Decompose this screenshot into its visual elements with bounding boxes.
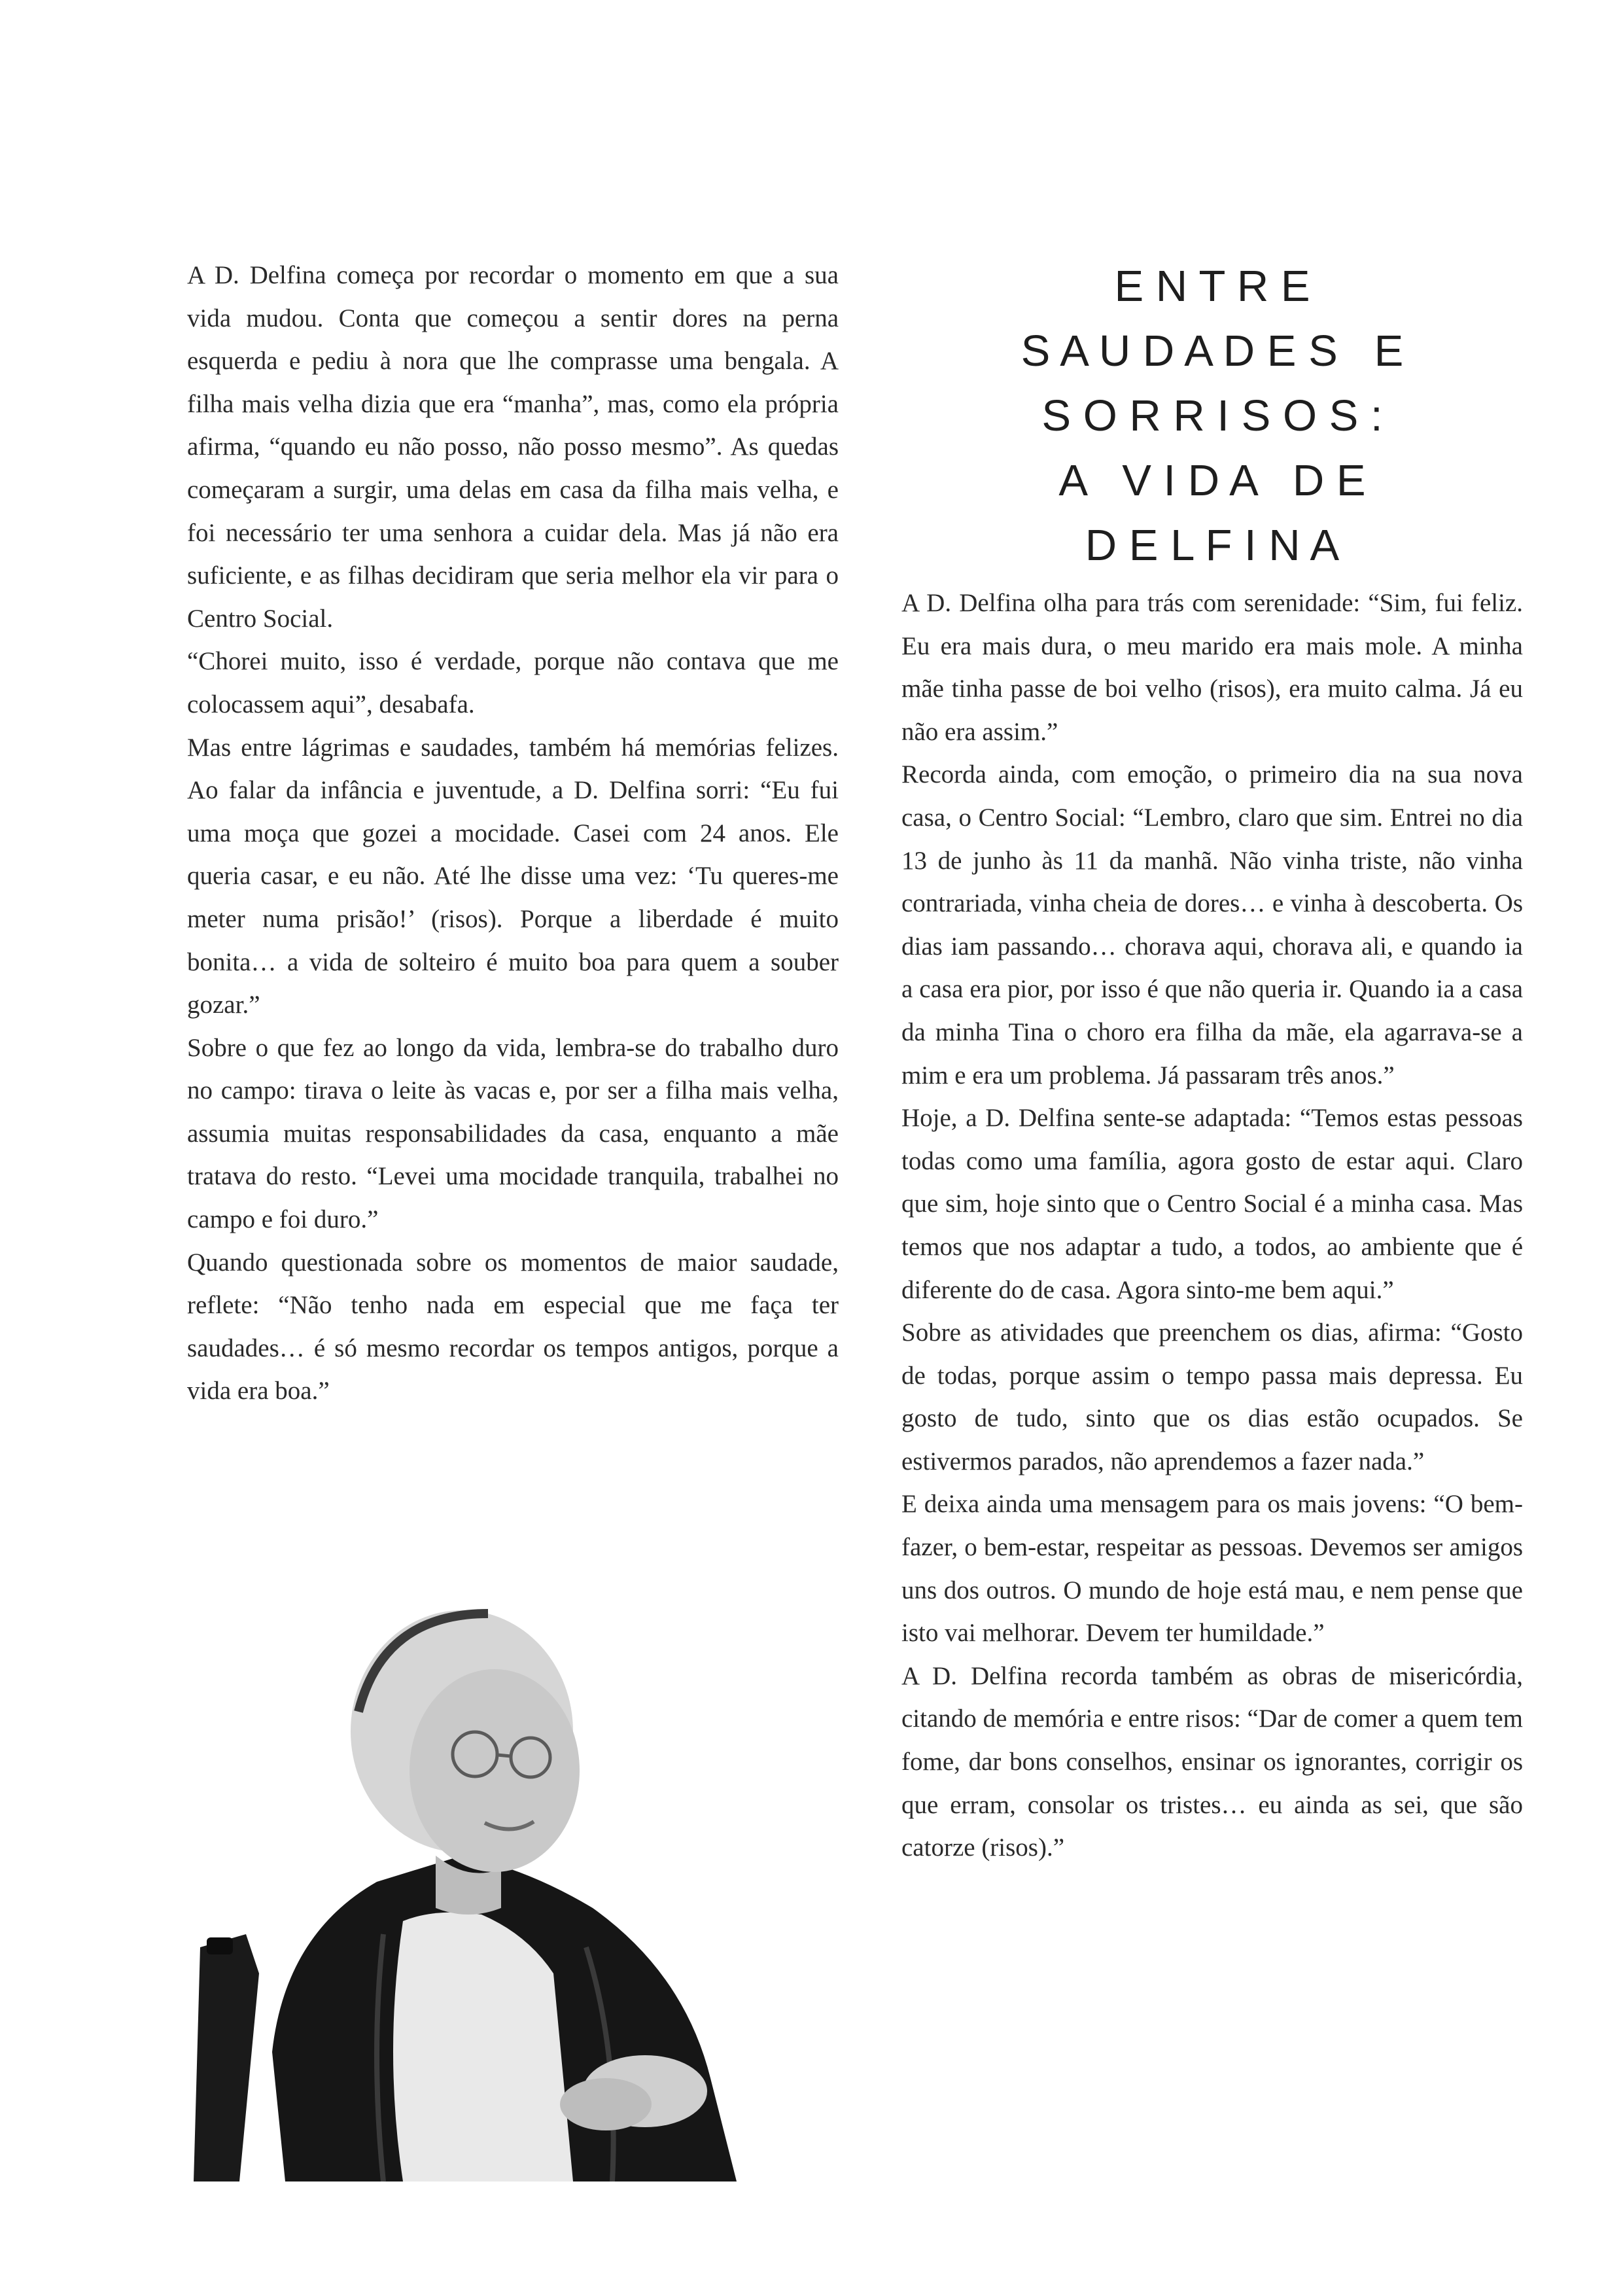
article-paragraph: E deixa ainda uma mensagem para os mais jovens: “O bem-fazer, o bem-estar, respeitar as pessoas. Devemos ser amigos uns dos outros. O mundo de hoje está mau, e nem pense que isto vai melhorar. Devem ter humildade.” <box>901 1490 1523 1648</box>
article-title <box>901 254 1523 578</box>
title-line: E N T R E <box>1114 262 1310 311</box>
article-paragraph: Sobre as atividades que preenchem os dias, afirma: “Gosto de todas, porque assim o tempo passa mais depressa. Eu gosto de tudo, sinto que os dias estão ocupados. Se estivermos parados, não aprendemos a fazer nada.” <box>901 1318 1523 1475</box>
article-paragraph: “Chorei muito, isso é verdade, porque não contava que me colocassem aqui”, desabafa. <box>187 647 839 718</box>
elderly-woman-portrait-icon <box>187 1515 839 2181</box>
article-paragraph: A D. Delfina começa por recordar o momento em que a sua vida mudou. Conta que começou a sentir dores na perna esquerda e pediu à nora que lhe comprasse uma bengala. A filha mais velha dizia que era “manha”, mas, como ela própria afirma, “quando eu não posso, não posso mesmo”. As quedas começaram a surgir, uma delas em casa da filha mais velha, e foi necessário ter uma senhora a cuidar dela. Mas já não era suficiente, e as filhas decidiram que seria melhor ela vir para o Centro Social. <box>187 261 839 633</box>
title-line: D E L F I N A <box>1085 521 1340 570</box>
title-line: S A U D A D E S E <box>1021 327 1404 376</box>
right-column <box>901 254 1523 1869</box>
portrait-photo <box>187 1515 839 2181</box>
article-paragraph: Quando questionada sobre os momentos de maior saudade, reflete: “Não tenho nada em especial que me faça ter saudades… é só mesmo recordar os tempos antigos, porque a vida era boa.” <box>187 1248 839 1405</box>
article-paragraph: Hoje, a D. Delfina sente-se adaptada: “Temos estas pessoas todas como uma família, agora gosto de estar aqui. Claro que sim, hoje sinto que o Centro Social é a minha casa. Mas temos que nos adaptar a tudo, a todos, ao ambiente que é diferente do de casa. Agora sinto-me bem aqui.” <box>901 1104 1523 1304</box>
article-paragraph: Recorda ainda, com emoção, o primeiro dia na sua nova casa, o Centro Social: “Lembro, claro que sim. Entrei no dia 13 de junho às 11 da manhã. Não vinha triste, não vinha contrariada, vinha cheia de dores… e vinha à descoberta. Os dias iam passando… chorava aqui, chorava ali, e quando ia a casa era pior, por isso é que não queria ir. Quando ia a casa da minha Tina o choro era filha da mãe, ela agarrava-se a mim e era um problema. Já passaram três anos.” <box>901 760 1523 1089</box>
article-paragraph: Sobre o que fez ao longo da vida, lembra-se do trabalho duro no campo: tirava o leite às vacas e, por ser a filha mais velha, assumia muitas responsabilidades da casa, enquanto a mãe tratava do resto. “Levei uma mocidade tranquila, trabalhei no campo e foi duro.” <box>187 1033 839 1234</box>
article-paragraph: A D. Delfina olha para trás com serenidade: “Sim, fui feliz. Eu era mais dura, o meu marido era mais mole. A minha mãe tinha passe de boi velho (risos), era muito calma. Já eu não era assim.” <box>901 589 1523 746</box>
left-column <box>187 254 839 1413</box>
article-paragraph: A D. Delfina recorda também as obras de misericórdia, citando de memória e entre risos: “Dar de comer a quem tem fome, dar bons conselhos, ensinar os ignorantes, corrigir os que erram, consolar os tristes… eu ainda as sei, que são catorze (risos).” <box>901 1661 1523 1862</box>
title-line: A V I D A D E <box>1058 456 1366 505</box>
title-line: S O R R I S O S : <box>1041 391 1383 440</box>
article-paragraph: Mas entre lágrimas e saudades, também há memórias felizes. Ao falar da infância e juventude, a D. Delfina sorri: “Eu fui uma moça que gozei a mocidade. Casei com 24 anos. Ele queria casar, e eu não. Até lhe disse uma vez: ‘Tu queres-me meter numa prisão!’ (risos). Porque a liberdade é muito bonita… a vida de solteiro é muito boa para quem a souber gozar.” <box>187 733 839 1019</box>
